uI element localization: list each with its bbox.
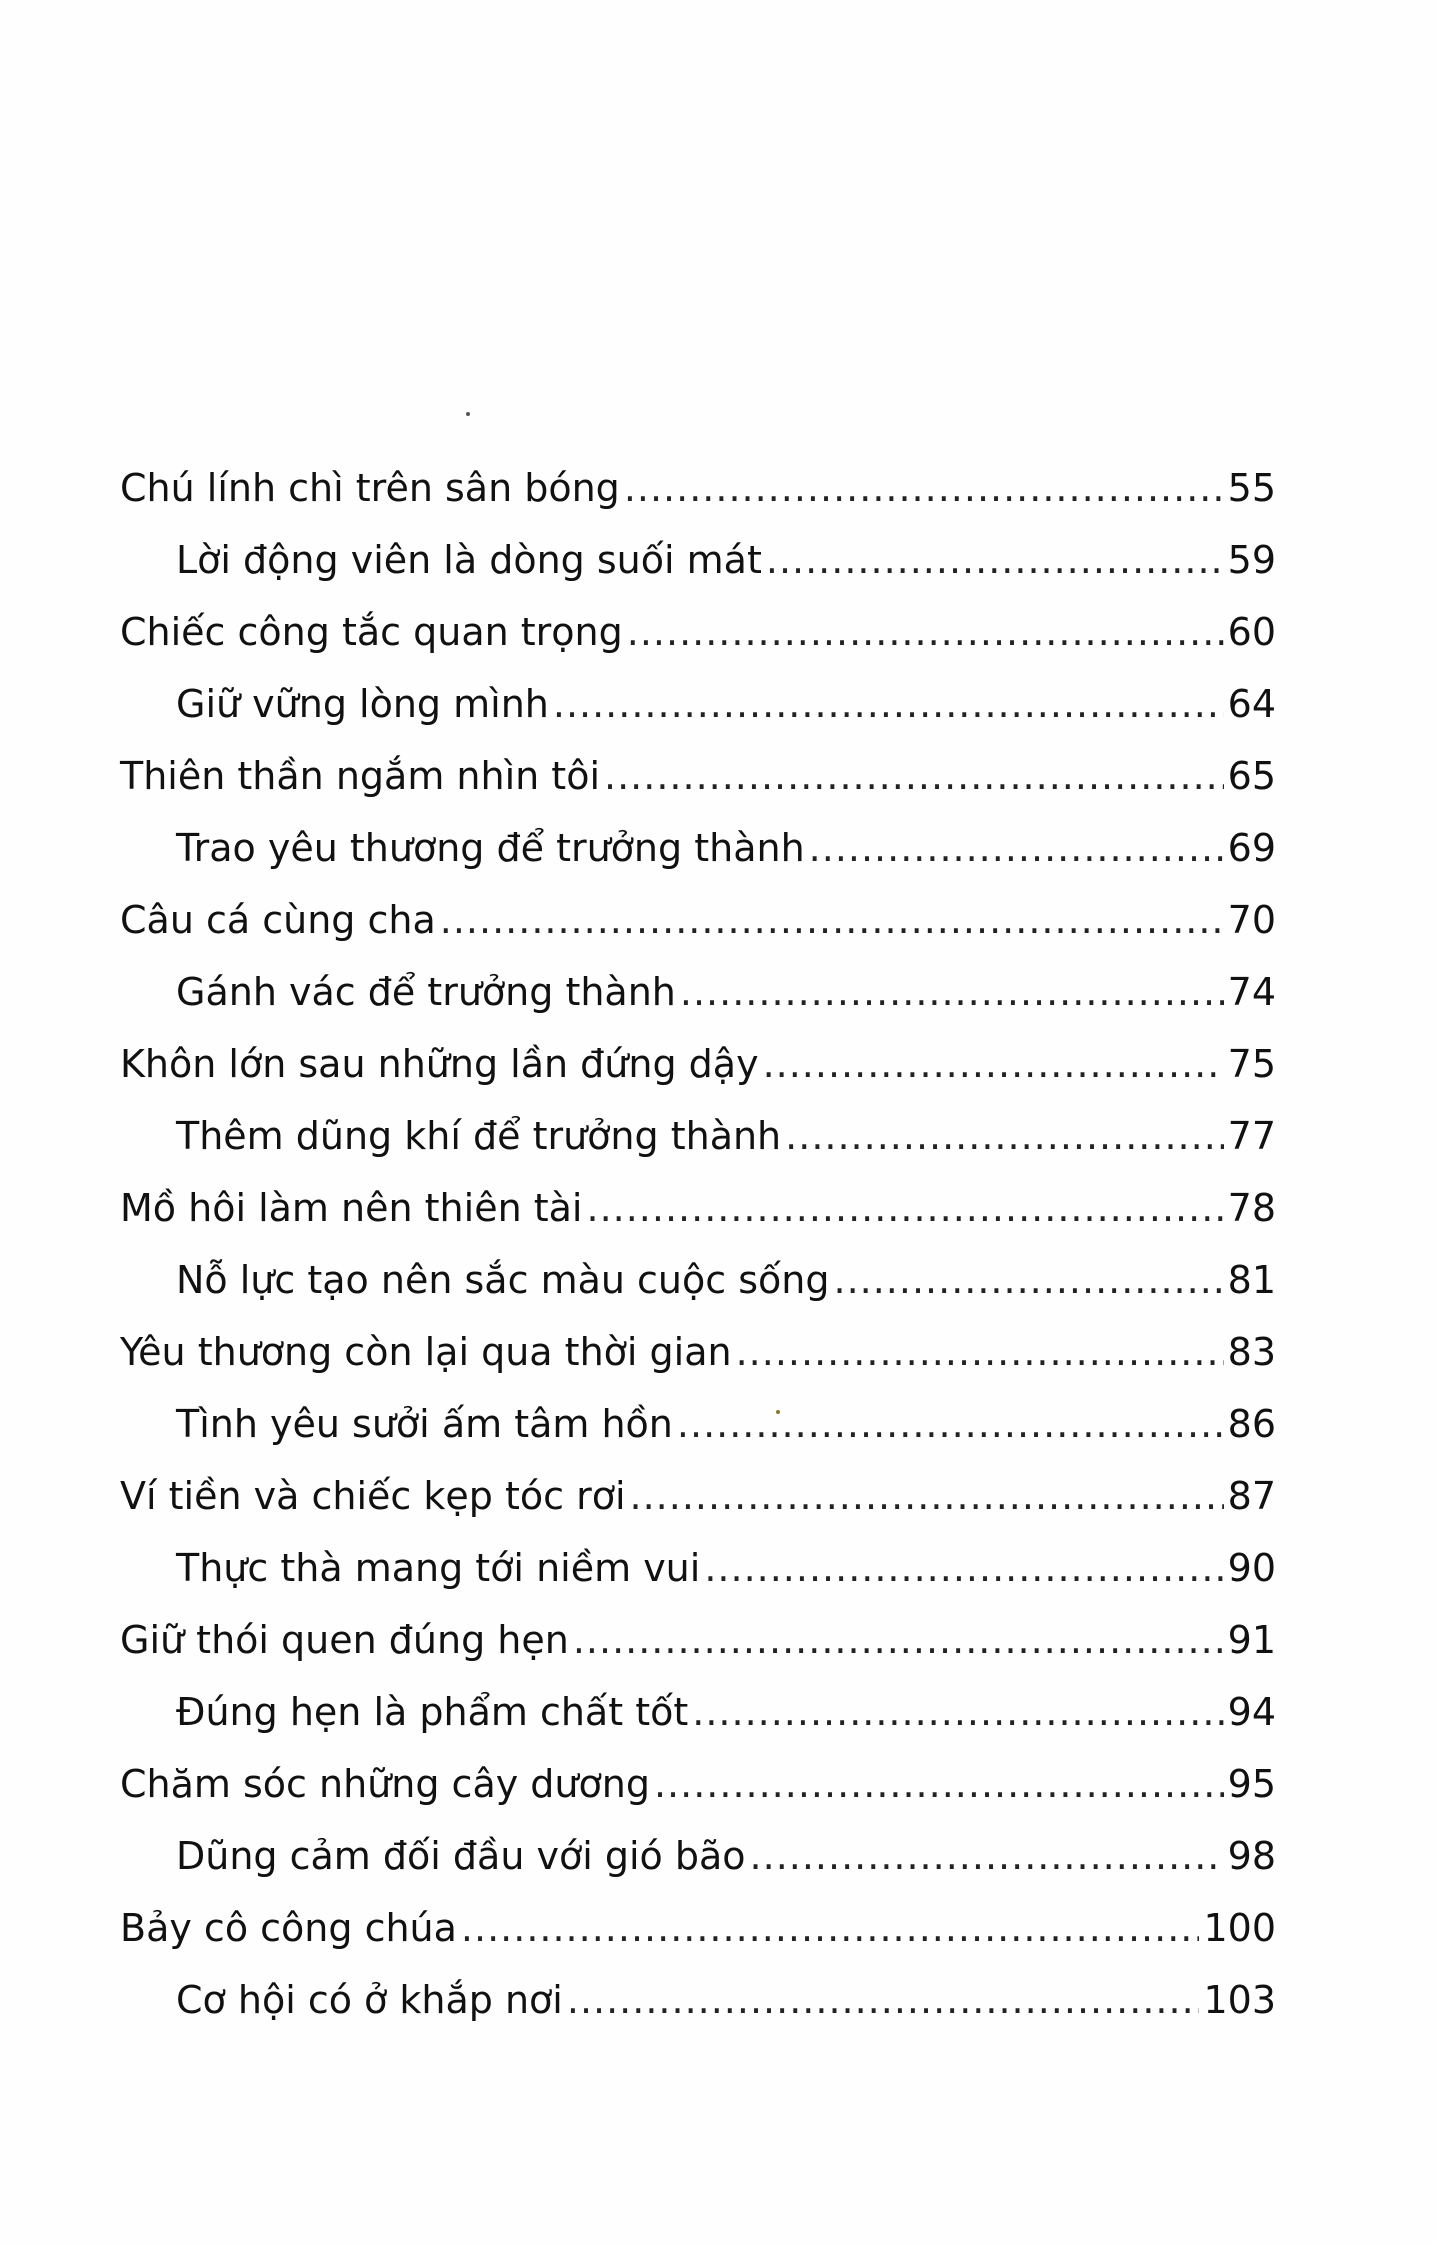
dot-leader xyxy=(567,1964,1200,2036)
toc-entry-title: Câu cá cùng cha xyxy=(120,898,436,942)
toc-entry-page-number: 69 xyxy=(1227,826,1276,870)
toc-entry-page-number: 94 xyxy=(1227,1690,1276,1734)
dot-leader xyxy=(440,884,1224,956)
toc-entry-title: Đúng hẹn là phẩm chất tốt xyxy=(176,1690,689,1734)
toc-entry-title: Mồ hôi làm nên thiên tài xyxy=(120,1186,583,1230)
toc-entry xyxy=(120,1892,1276,1964)
dot-leader xyxy=(766,524,1224,596)
toc-entry xyxy=(120,1100,1276,1172)
dot-leader xyxy=(553,668,1224,740)
toc-entry xyxy=(120,668,1276,740)
toc-entry-page-number: 65 xyxy=(1227,754,1276,798)
toc-entry-page-number: 100 xyxy=(1203,1906,1276,1950)
toc-entry-page-number: 59 xyxy=(1227,538,1276,582)
dot-leader xyxy=(573,1604,1224,1676)
toc-entry-title: Chăm sóc những cây dương xyxy=(120,1762,650,1806)
toc-entry-page-number: 64 xyxy=(1227,682,1276,726)
toc-entry xyxy=(120,1748,1276,1820)
toc-entry xyxy=(120,884,1276,956)
table-of-contents xyxy=(120,452,1276,2036)
toc-entry-page-number: 81 xyxy=(1227,1258,1276,1302)
toc-entry xyxy=(120,1964,1276,2036)
toc-entry-title: Chiếc công tắc quan trọng xyxy=(120,610,623,654)
dot-leader xyxy=(461,1892,1200,1964)
toc-entry-title: Ví tiền và chiếc kẹp tóc rơi xyxy=(120,1474,626,1518)
toc-entry xyxy=(120,956,1276,1028)
toc-entry xyxy=(120,1388,1276,1460)
toc-entry-title: Tình yêu sưởi ấm tâm hồn xyxy=(176,1402,673,1446)
toc-entry xyxy=(120,1316,1276,1388)
toc-entry xyxy=(120,524,1276,596)
toc-entry-page-number: 78 xyxy=(1227,1186,1276,1230)
toc-entry-title: Giữ vững lòng mình xyxy=(176,682,549,726)
toc-entry-page-number: 74 xyxy=(1227,970,1276,1014)
toc-entry-title: Thiên thần ngắm nhìn tôi xyxy=(120,754,601,798)
toc-entry-page-number: 77 xyxy=(1227,1114,1276,1158)
dot-leader xyxy=(604,740,1224,812)
toc-entry-title: Chú lính chì trên sân bóng xyxy=(120,466,620,510)
toc-entry-title: Yêu thương còn lại qua thời gian xyxy=(120,1330,732,1374)
toc-entry-page-number: 55 xyxy=(1227,466,1276,510)
toc-entry-page-number: 75 xyxy=(1227,1042,1276,1086)
toc-entry xyxy=(120,1820,1276,1892)
dot-leader xyxy=(809,812,1224,884)
toc-entry-page-number: 86 xyxy=(1227,1402,1276,1446)
dot-leader xyxy=(704,1532,1223,1604)
dot-leader xyxy=(833,1244,1223,1316)
dot-leader xyxy=(785,1100,1223,1172)
toc-entry-page-number: 103 xyxy=(1203,1978,1276,2022)
dot-leader xyxy=(627,596,1224,668)
dot-leader xyxy=(624,452,1224,524)
dot-leader xyxy=(680,956,1224,1028)
toc-entry xyxy=(120,596,1276,668)
toc-entry-title: Giữ thói quen đúng hẹn xyxy=(120,1618,569,1662)
toc-entry-title: Thêm dũng khí để trưởng thành xyxy=(176,1114,782,1158)
toc-entry-page-number: 98 xyxy=(1227,1834,1276,1878)
toc-entry-title: Khôn lớn sau những lần đứng dậy xyxy=(120,1042,759,1086)
toc-entry-page-number: 60 xyxy=(1227,610,1276,654)
toc-entry xyxy=(120,1028,1276,1100)
toc-entry xyxy=(120,1676,1276,1748)
toc-entry-title: Thực thà mang tới niềm vui xyxy=(176,1546,701,1590)
toc-entry xyxy=(120,1460,1276,1532)
toc-entry xyxy=(120,812,1276,884)
toc-entry-title: Trao yêu thương để trưởng thành xyxy=(176,826,805,870)
dot-leader xyxy=(750,1820,1224,1892)
toc-entry-title: Dũng cảm đối đầu với gió bão xyxy=(176,1834,746,1878)
toc-entry-page-number: 70 xyxy=(1227,898,1276,942)
dot-leader xyxy=(677,1388,1224,1460)
dot-leader xyxy=(692,1676,1223,1748)
dot-leader xyxy=(654,1748,1224,1820)
dot-leader xyxy=(763,1028,1224,1100)
toc-entry xyxy=(120,1604,1276,1676)
toc-entry xyxy=(120,1172,1276,1244)
toc-entry xyxy=(120,740,1276,812)
toc-entry-page-number: 83 xyxy=(1227,1330,1276,1374)
toc-entry-page-number: 95 xyxy=(1227,1762,1276,1806)
toc-entry-title: Lời động viên là dòng suối mát xyxy=(176,538,762,582)
toc-entry xyxy=(120,1532,1276,1604)
toc-entry-page-number: 91 xyxy=(1227,1618,1276,1662)
dot-leader xyxy=(630,1460,1224,1532)
toc-entry xyxy=(120,1244,1276,1316)
dot-leader xyxy=(736,1316,1224,1388)
toc-entry xyxy=(120,452,1276,524)
dot-leader xyxy=(586,1172,1223,1244)
toc-entry-title: Nỗ lực tạo nên sắc màu cuộc sống xyxy=(176,1258,830,1302)
toc-entry-page-number: 87 xyxy=(1227,1474,1276,1518)
toc-entry-title: Bảy cô công chúa xyxy=(120,1906,457,1950)
toc-entry-title: Gánh vác để trưởng thành xyxy=(176,970,676,1014)
toc-entry-title: Cơ hội có ở khắp nơi xyxy=(176,1978,563,2022)
paper-speck xyxy=(466,412,470,416)
toc-entry-page-number: 90 xyxy=(1227,1546,1276,1590)
